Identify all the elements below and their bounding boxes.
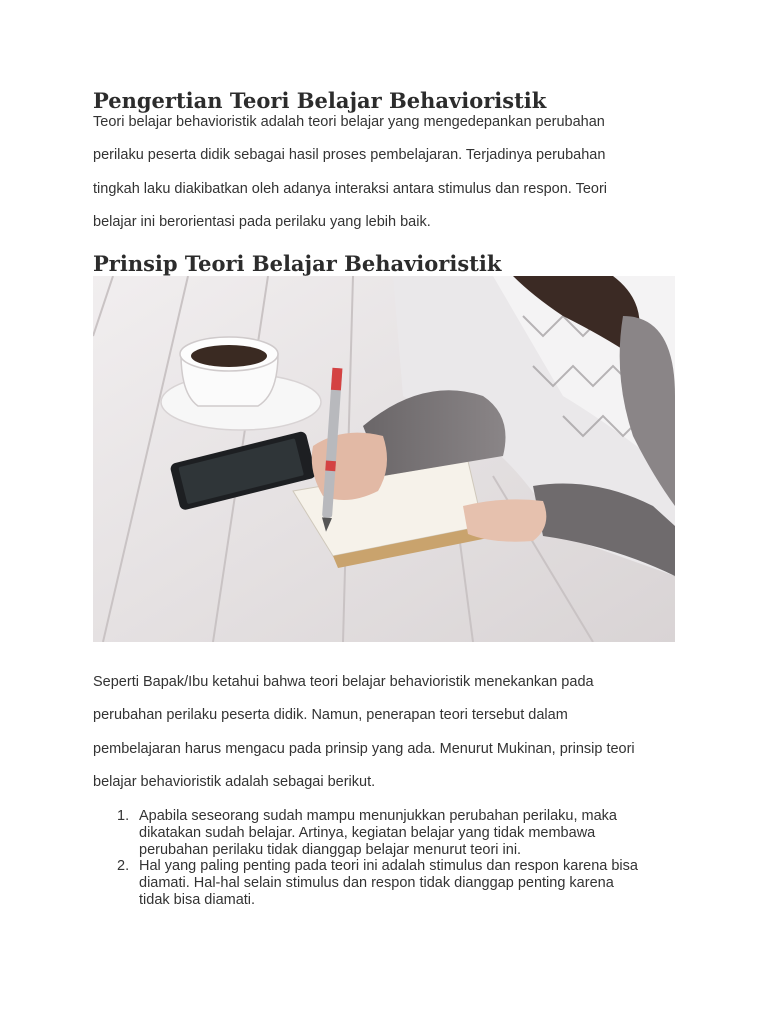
paragraph-line: belajar ini berorientasi pada perilaku yang lebih baik. [93, 213, 431, 230]
paragraph-line: tingkah laku diakibatkan oleh adanya interaksi antara stimulus dan respon. Teori [93, 180, 607, 197]
paragraph-line: Seperti Bapak/Ibu ketahui bahwa teori belajar behavioristik menekankan pada [93, 674, 594, 690]
paragraph-prinsip [93, 674, 683, 807]
paragraph-line: belajar behavioristik adalah sebagai berikut. [93, 773, 376, 790]
list-line: perubahan perilaku tidak dianggap belajar menurut teori ini. [139, 841, 522, 858]
paragraph-line: Teori belajar behavioristik adalah teori belajar yang mengedepankan perubahan [93, 114, 605, 130]
principles-list [93, 808, 693, 909]
list-item [93, 858, 693, 908]
heading-pengertian: Pengertian Teori Belajar Behavioristik [93, 88, 547, 113]
list-line: Hal yang paling penting pada teori ini adalah stimulus dan respon karena bisa [139, 858, 638, 875]
list-line: tidak bisa diamati. [139, 891, 256, 908]
list-line: dikatakan sudah belajar. Artinya, kegiatan belajar yang tidak membawa [139, 824, 596, 841]
list-line: Apabila seseorang sudah mampu menunjukkan perubahan perilaku, maka [139, 808, 617, 824]
paragraph-line: pembelajaran harus mengacu pada prinsip yang ada. Menurut Mukinan, prinsip teori [93, 740, 635, 757]
list-number: 2. [117, 858, 130, 875]
list-line: diamati. Hal-hal selain stimulus dan respon tidak dianggap penting karena [139, 875, 614, 892]
heading-prinsip: Prinsip Teori Belajar Behavioristik [93, 251, 502, 276]
list-number: 1. [117, 808, 130, 824]
list-item [93, 808, 693, 858]
paragraph-line: perubahan perilaku peserta didik. Namun, penerapan teori tersebut dalam [93, 707, 568, 724]
paragraph-pengertian [93, 114, 683, 247]
paragraph-line: perilaku peserta didik sebagai hasil proses pembelajaran. Terjadinya perubahan [93, 147, 606, 164]
photo-woman-writing [93, 276, 675, 642]
